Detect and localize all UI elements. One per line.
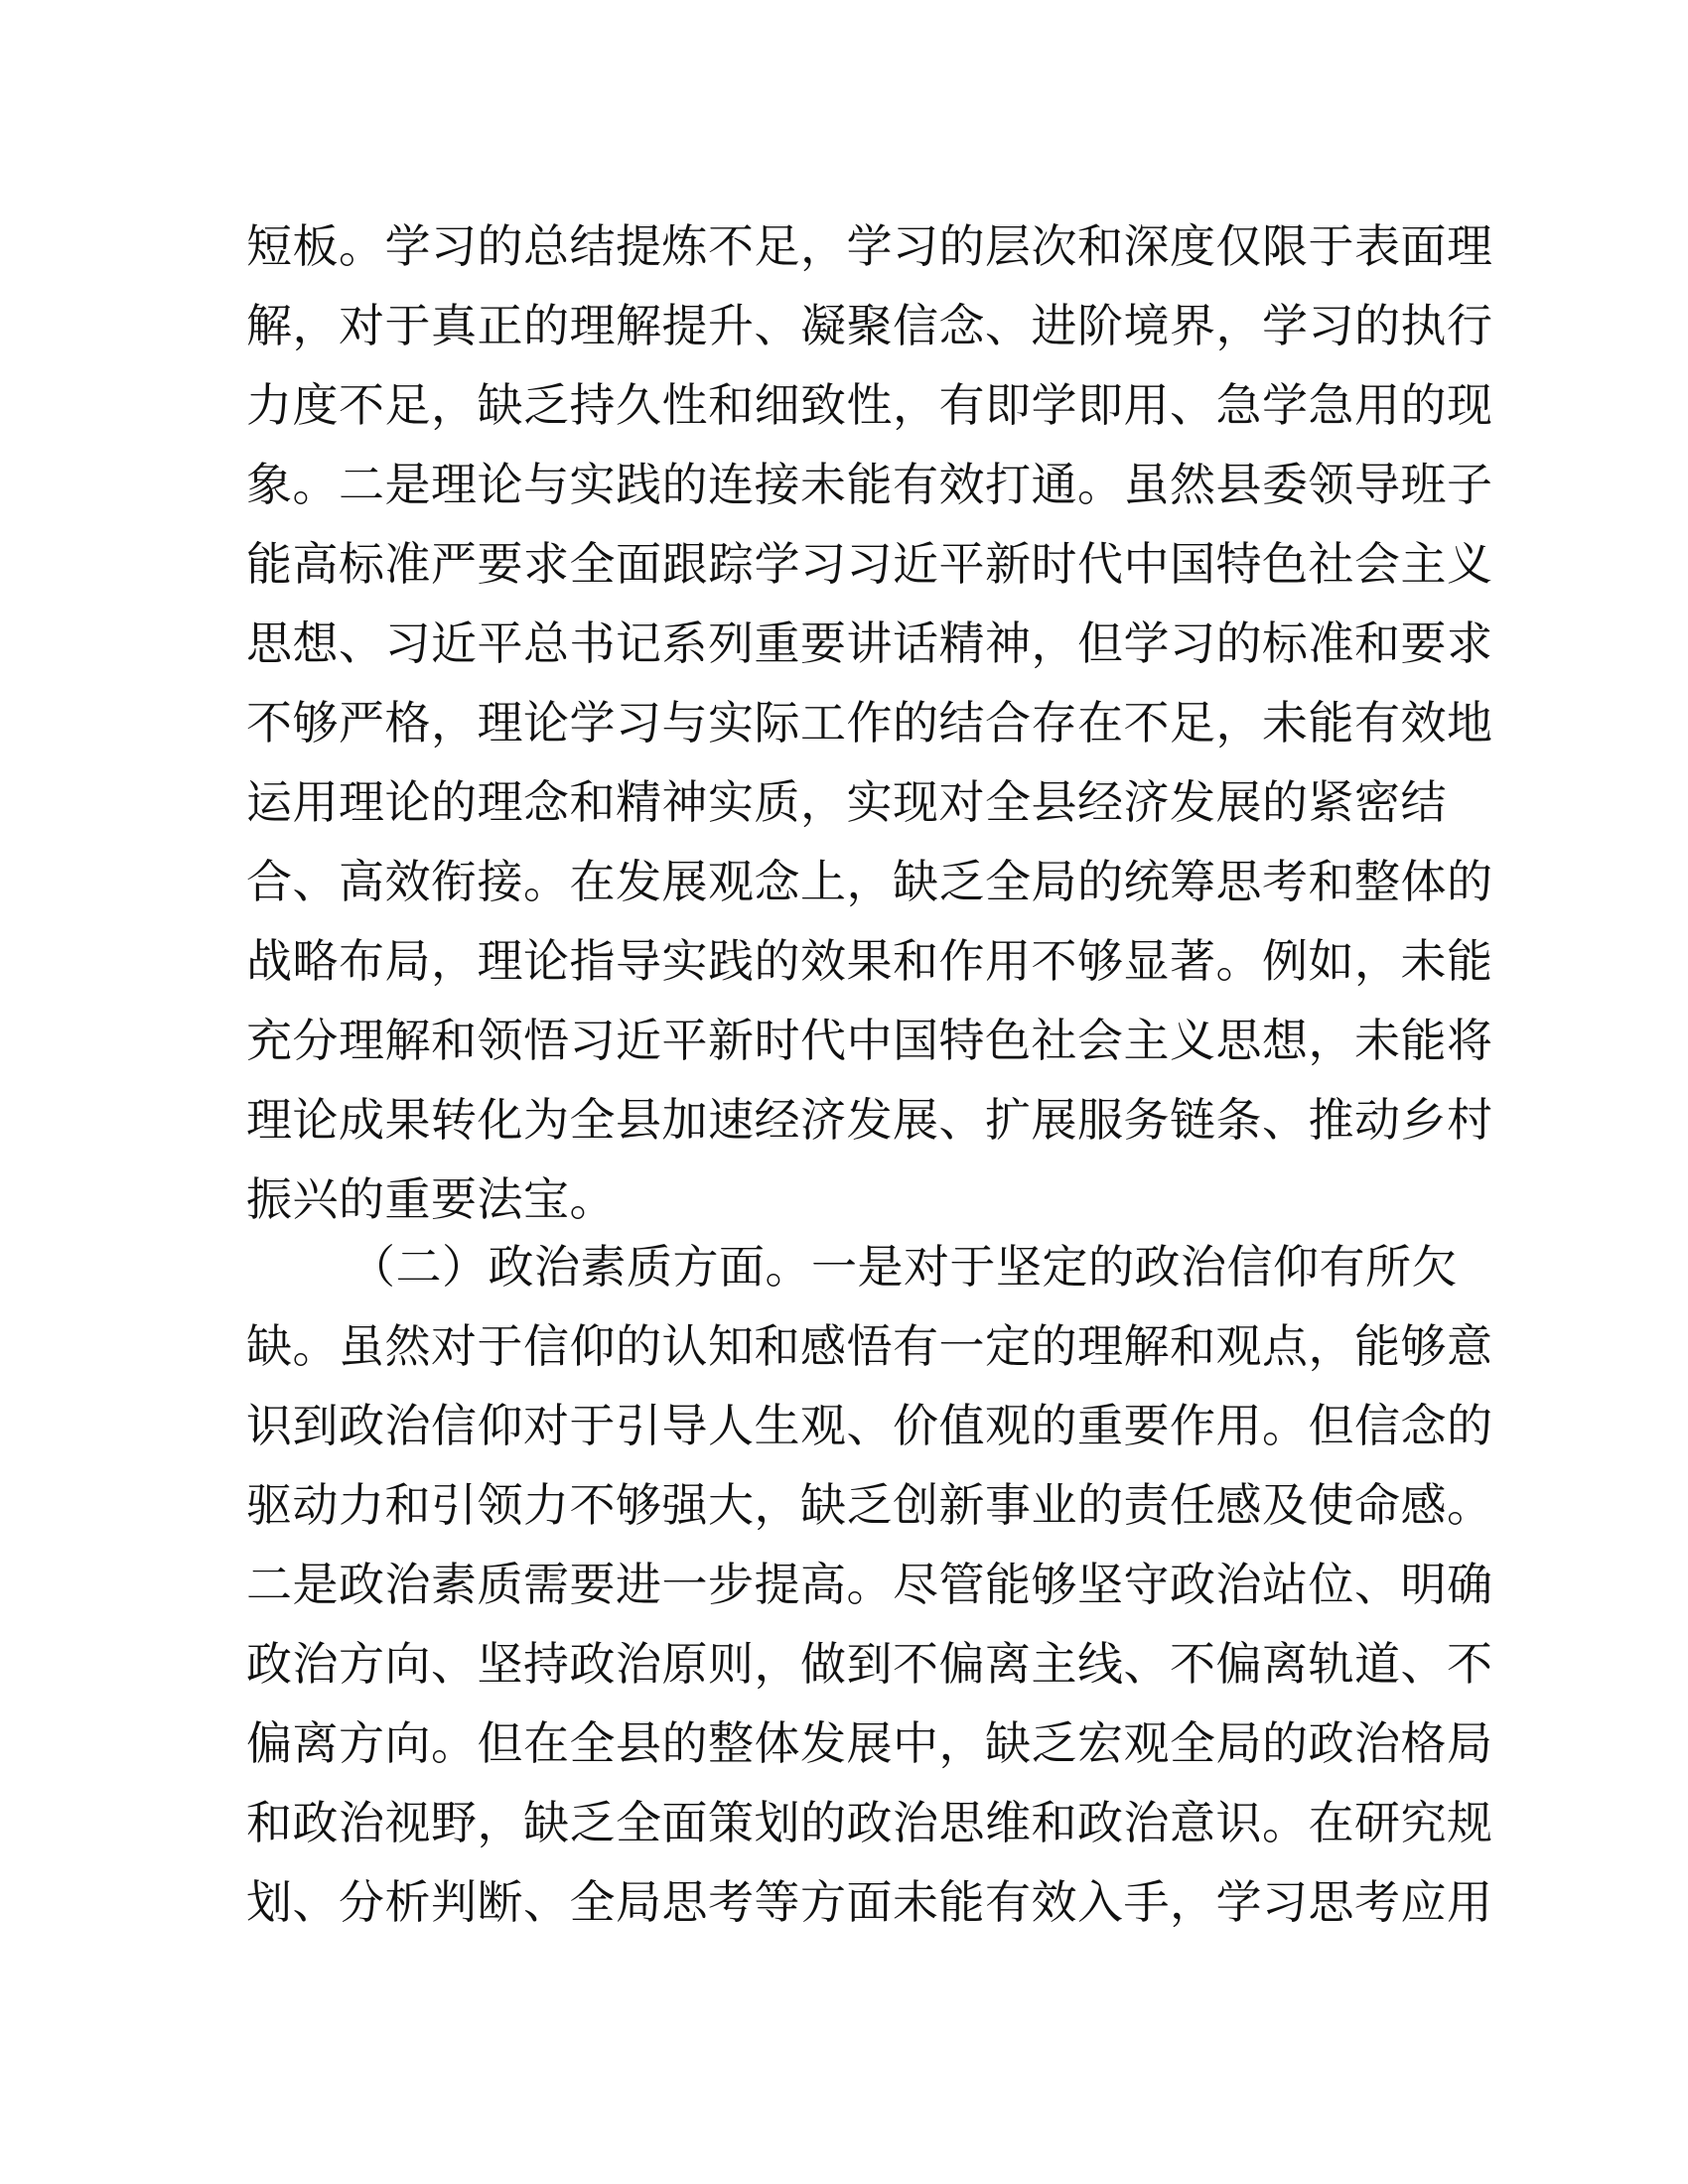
text-line: 缺。虽然对于信仰的认知和感悟有一定的理解和观点，能够意 (246, 1319, 1493, 1373)
text-line: 象。二是理论与实践的连接未能有效打通。虽然县委领导班子 (246, 458, 1493, 511)
text-line: 运用理论的理念和精神实质，实现对全县经济发展的紧密结 (246, 775, 1447, 829)
text-line: 和政治视野，缺乏全面策划的政治思维和政治意识。在研究规 (246, 1796, 1493, 1849)
text-line: 思想、习近平总书记系列重要讲话精神，但学习的标准和要求 (246, 616, 1493, 670)
paragraph-2 (246, 1227, 1493, 1942)
text-line: 充分理解和领悟习近平新时代中国特色社会主义思想，未能将 (246, 1014, 1493, 1067)
text-line: 力度不足，缺乏持久性和细致性，有即学即用、急学急用的现 (246, 378, 1493, 432)
text-line: 政治方向、坚持政治原则，做到不偏离主线、不偏离轨道、不 (246, 1637, 1493, 1691)
text-line: 解，对于真正的理解提升、凝聚信念、进阶境界，学习的执行 (246, 299, 1493, 352)
text-line: 短板。学习的总结提炼不足，学习的层次和深度仅限于表面理 (246, 219, 1493, 273)
text-line: 理论成果转化为全县加速经济发展、扩展服务链条、推动乡村 (246, 1093, 1493, 1147)
text-line: 偏离方向。但在全县的整体发展中，缺乏宏观全局的政治格局 (246, 1716, 1493, 1770)
text-line: 振兴的重要法宝。 (246, 1172, 616, 1226)
text-line: 战略布局，理论指导实践的效果和作用不够显著。例如，未能 (246, 934, 1493, 988)
text-line: 能高标准严要求全面跟踪学习习近平新时代中国特色社会主义 (246, 537, 1493, 591)
text-line: 二是政治素质需要进一步提高。尽管能够坚守政治站位、明确 (246, 1558, 1493, 1611)
text-line: 识到政治信仰对于引导人生观、价值观的重要作用。但信念的 (246, 1399, 1493, 1452)
text-line: 划、分析判断、全局思考等方面未能有效入手，学习思考应用 (246, 1875, 1493, 1929)
paragraph-1 (246, 206, 1493, 1239)
section-heading-line: （二）政治素质方面。一是对于坚定的政治信仰有所欠 (350, 1240, 1458, 1294)
text-line: 不够严格，理论学习与实际工作的结合存在不足，未能有效地 (246, 696, 1493, 750)
text-line: 驱动力和引领力不够强大，缺乏创新事业的责任感及使命感。 (246, 1478, 1493, 1532)
text-line: 合、高效衔接。在发展观念上，缺乏全局的统筹思考和整体的 (246, 855, 1493, 908)
